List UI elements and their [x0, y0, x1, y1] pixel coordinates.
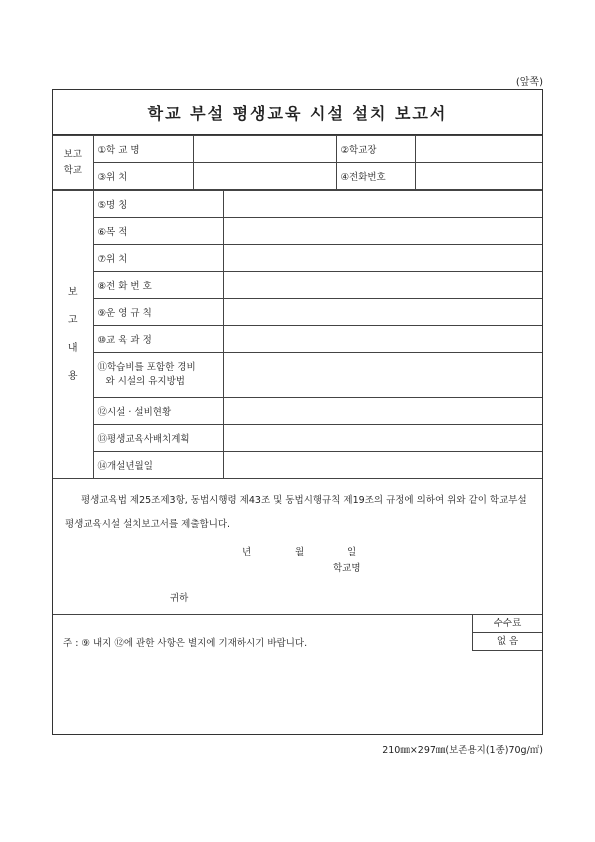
paper-size-note: 210㎜×297㎜(보존용지(1종)70g/㎡) [382, 745, 543, 756]
opening-date-label: ⑭개설년월일 [93, 452, 223, 479]
content-header-char: 보 [67, 286, 78, 298]
school-header-line2: 학교 [63, 164, 82, 176]
educator-plan-field[interactable] [223, 425, 542, 452]
title-row [53, 90, 542, 135]
facilities-field[interactable] [223, 398, 542, 425]
notice-area [53, 614, 542, 665]
operation-rules-field[interactable] [223, 299, 542, 326]
facility-name-label: ⑤명 칭 [93, 191, 223, 218]
notice-text: 주 : ⑨ 내지 ⑫에 관한 사항은 별지에 기재하시기 바랍니다. [63, 638, 308, 649]
curriculum-label: ⑩교 육 과 정 [93, 326, 223, 353]
statement-text: 평생교육법 제25조제3항, 동법시행령 제43조 및 동법시행규칙 제19조의 규정에 의하여 위와 같이 학교부설평생교육시설 설치보고서를 제출합니다. [65, 495, 527, 530]
content-header-char: 내 [67, 342, 78, 354]
content-header-char: 고 [67, 314, 78, 326]
funding-field[interactable] [223, 353, 542, 398]
school-section-header [53, 136, 93, 190]
date-day: 일 [347, 547, 357, 558]
fee-box [472, 615, 542, 651]
front-page-mark: (앞쪽) [515, 77, 543, 88]
funding-label [93, 353, 223, 398]
fee-label: 수수료 [472, 615, 542, 633]
fee-value: 없 음 [472, 633, 542, 651]
date-year: 년 [242, 547, 252, 558]
facilities-label: ⑫시설 · 설비현황 [93, 398, 223, 425]
principal-field[interactable] [415, 136, 542, 163]
facility-location-label: ⑦위 치 [93, 245, 223, 272]
educator-plan-label: ⑬평생교육사배치계획 [93, 425, 223, 452]
facility-location-field[interactable] [223, 245, 542, 272]
school-location-field[interactable] [193, 163, 336, 190]
content-header-char: 용 [67, 370, 78, 382]
school-name-field[interactable] [193, 136, 336, 163]
purpose-field[interactable] [223, 218, 542, 245]
school-header-line1: 보고 [63, 148, 82, 160]
school-name-signature: 학교명 [333, 563, 361, 574]
form-title: 학교 부설 평생교육 시설 설치 보고서 [147, 103, 448, 123]
funding-label-line2: 와 시설의 유지방법 [105, 376, 185, 387]
date-month: 월 [295, 547, 305, 558]
report-form [52, 89, 543, 735]
facility-phone-label: ⑧전 화 번 호 [93, 272, 223, 299]
school-info-table [53, 135, 542, 190]
purpose-label: ⑥목 적 [93, 218, 223, 245]
report-content-table [53, 190, 542, 479]
phone-label: ④전화번호 [336, 163, 415, 190]
school-location-label: ③위 치 [93, 163, 193, 190]
principal-label: ②학교장 [336, 136, 415, 163]
operation-rules-label: ⑨운 영 규 칙 [93, 299, 223, 326]
curriculum-field[interactable] [223, 326, 542, 353]
school-name-label: ①학 교 명 [93, 136, 193, 163]
opening-date-field[interactable] [223, 452, 542, 479]
phone-field[interactable] [415, 163, 542, 190]
funding-label-line1: ⑪학습비를 포함한 경비 [97, 362, 196, 373]
recipient-label: 귀하 [170, 593, 189, 604]
content-section-header [53, 191, 93, 479]
facility-phone-field[interactable] [223, 272, 542, 299]
facility-name-field[interactable] [223, 191, 542, 218]
